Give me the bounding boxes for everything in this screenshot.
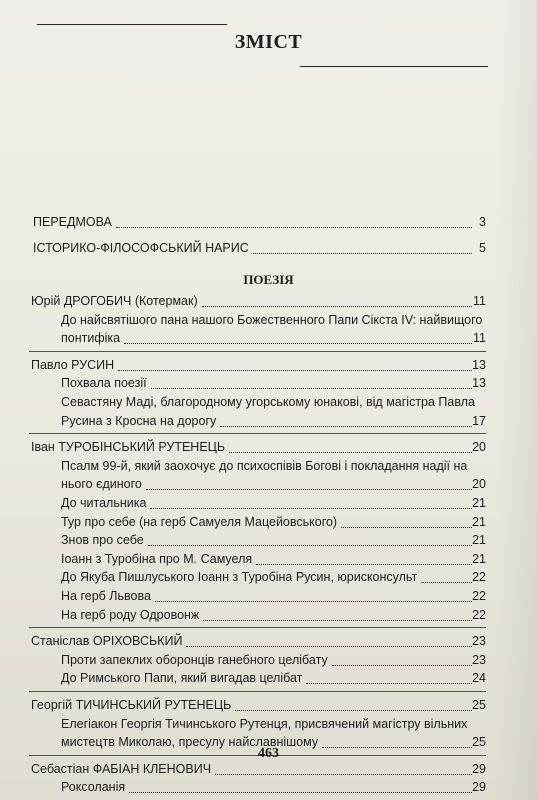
work-entry-title: Роксоланія: [61, 780, 126, 795]
work-entry-title: Похвала поезії: [61, 376, 147, 391]
author-entry-page: 29: [472, 761, 486, 776]
leader-dots: [155, 601, 472, 602]
work-entry: [0, 394, 537, 412]
leader-dots: [148, 545, 472, 546]
page-title: ЗМІСТ: [234, 31, 303, 53]
leader-dots: [220, 426, 472, 427]
work-entry-title: На герб Львова: [61, 589, 151, 603]
work-entry-title: мистецтв Миколаю, пресулу найславнішому: [61, 735, 319, 750]
leader-dots: [129, 792, 472, 793]
author-entry: [0, 633, 537, 651]
work-entry: [0, 413, 537, 431]
author-entry-title: Себастіан ФАБІАН КЛЕНОВИЧ: [31, 761, 212, 776]
author-entry-title: Іван ТУРОБІНСЬКИЙ РУТЕНЕЦЬ: [31, 440, 226, 455]
leader-dots: [146, 489, 472, 490]
author-entry: [0, 293, 537, 311]
front-entry: [0, 240, 537, 258]
author-entry: [0, 357, 537, 375]
leader-dots: [186, 646, 472, 647]
front-entry-title: ІСТОРИКО-ФІЛОСОФСЬКИЙ НАРИС: [33, 241, 249, 255]
work-entry-title: До Якуба Пишлуського Іоанн з Туробіна Русин, юрисконсульт: [61, 570, 418, 585]
leader-dots: [116, 227, 472, 228]
leader-dots: [150, 508, 472, 509]
work-entry-title: До Римського Папи, який вигадав целібат: [61, 671, 303, 686]
header-rule-left: [37, 24, 227, 25]
work-entry: [0, 607, 537, 625]
work-entry-page: 21: [472, 514, 486, 529]
work-entry-page: 22: [472, 570, 486, 585]
work-entry: [0, 670, 537, 688]
section-heading: ПОЕЗІЯ: [243, 272, 294, 287]
author-entry-title: Павло РУСИН: [31, 357, 115, 372]
author-entry-title: Станіслав ОРІХОВСЬКИЙ: [31, 634, 183, 649]
front-entry-page: 5: [479, 241, 486, 255]
author-entry-page: 11: [473, 294, 486, 308]
leader-dots: [124, 343, 472, 344]
author-divider: [29, 351, 486, 352]
leader-dots: [235, 710, 472, 711]
work-entry-title: До найсвятішого пана нашого Божественного Папи Сікста IV: найвищого: [61, 312, 483, 327]
work-entry-page: 24: [472, 671, 486, 686]
work-entry-page: 23: [472, 652, 486, 667]
work-entry: [0, 375, 537, 393]
leader-dots: [151, 388, 472, 389]
work-entry-title: Тур про себе (на герб Самуеля Мацейовського): [61, 514, 338, 529]
work-entry-page: 21: [472, 551, 486, 566]
author-divider: [29, 433, 486, 434]
work-entry: [0, 588, 537, 606]
work-entry-page: 29: [472, 780, 486, 795]
work-entry-title: Проти запеклих оборонців ганебного целібату: [61, 652, 328, 667]
work-entry: [0, 330, 537, 348]
work-entry-title: Іоанн з Туробіна про М. Самуеля: [61, 551, 253, 566]
work-entry: [0, 716, 537, 734]
author-entry: [0, 439, 537, 457]
leader-dots: [253, 253, 472, 254]
work-entry-title: На герб роду Одровонж: [61, 607, 200, 622]
leader-dots: [341, 527, 472, 528]
work-entry-page: 13: [472, 376, 486, 391]
work-entry: [0, 652, 537, 670]
work-entry-title: нього єдиного: [61, 477, 142, 492]
work-entry-title: Знов про себе: [61, 533, 144, 548]
leader-dots: [203, 620, 472, 621]
work-entry: [0, 569, 537, 587]
page-number: 463: [258, 746, 279, 761]
page-shadow: [497, 0, 537, 800]
work-entry-title: Севастяну Маді, благородному угорському юнакові, від магістра Павла: [61, 395, 475, 409]
author-divider: [29, 691, 486, 692]
work-entry-page: 21: [472, 533, 486, 548]
leader-dots: [118, 370, 472, 371]
author-entry-title: Юрій ДРОГОБИЧ (Котермак): [31, 294, 198, 308]
work-entry-title: До читальника: [61, 496, 147, 510]
work-entry: [0, 532, 537, 550]
author-entry-page: 25: [472, 698, 486, 712]
author-divider: [29, 627, 486, 628]
leader-dots: [229, 452, 472, 453]
leader-dots: [421, 582, 472, 583]
work-entry-page: 21: [472, 496, 486, 510]
author-entry: [0, 761, 537, 779]
work-entry-page: 22: [472, 589, 486, 603]
leader-dots: [332, 665, 472, 666]
work-entry-page: 25: [472, 735, 486, 750]
work-entry: [0, 458, 537, 476]
leader-dots: [215, 774, 472, 775]
work-entry-page: 11: [473, 331, 486, 346]
author-entry: [0, 697, 537, 715]
author-entry-page: 23: [472, 634, 486, 649]
work-entry: [0, 495, 537, 513]
work-entry: [0, 476, 537, 494]
work-entry: [0, 514, 537, 532]
work-entry-page: 17: [472, 413, 486, 428]
work-entry-title: Елегіакон Георгія Тичинського Рутенця, присвячений магістру вільних: [61, 716, 468, 731]
work-entry: [0, 551, 537, 569]
header-rule-right: [300, 66, 488, 67]
work-entry: [0, 312, 537, 330]
author-entry-title: Георгій ТИЧИНСЬКИЙ РУТЕНЕЦЬ: [31, 698, 232, 712]
work-entry-title: Русина з Кросна на дорогу: [61, 413, 217, 428]
author-entry-page: 20: [472, 440, 486, 455]
leader-dots: [306, 683, 472, 684]
work-entry-title: понтифіка: [61, 331, 121, 346]
work-entry: [0, 779, 537, 797]
work-entry-page: 20: [472, 477, 486, 492]
leader-dots: [202, 306, 472, 307]
leader-dots: [256, 564, 472, 565]
author-entry-page: 13: [472, 357, 486, 372]
work-entry-title: Псалм 99-й, який заохочує до психоспівів Богові і покладання надії на: [61, 458, 468, 473]
front-entry: [0, 214, 537, 232]
front-entry-page: 3: [479, 215, 486, 229]
work-entry-page: 22: [472, 607, 486, 622]
front-entry-title: ПЕРЕДМОВА: [33, 215, 112, 229]
